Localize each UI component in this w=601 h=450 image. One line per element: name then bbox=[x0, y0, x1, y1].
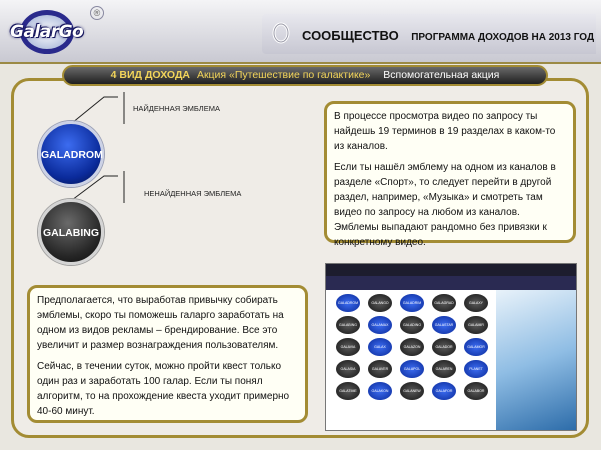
title-main: СООБЩЕСТВО bbox=[302, 28, 399, 43]
thumbnail-emblem-coin: GALAVIA bbox=[336, 338, 360, 356]
thumbnail-top-bar bbox=[326, 264, 576, 276]
logo-text: GalarGo bbox=[10, 22, 84, 42]
thumbnail-emblem-coin: GALASTAR bbox=[432, 316, 456, 334]
thumbnail-emblem-coin: GALAMIR bbox=[464, 316, 488, 334]
thumbnail-emblem-coin: GALAPOL bbox=[400, 360, 424, 378]
thumbnail-video-panel bbox=[496, 290, 577, 431]
thumbnail-emblem-coin: GALADRIM bbox=[400, 294, 424, 312]
site-screenshot-thumbnail bbox=[325, 263, 577, 431]
thumbnail-emblem-coin: GALANEW bbox=[400, 382, 424, 400]
thumbnail-emblem-coin: GALAKON bbox=[368, 382, 392, 400]
instructions-paragraph-1: В процессе просмотра видео по запросу ты найдешь 19 терминов в 19 разделах в каком-то из каналов. bbox=[334, 111, 556, 152]
thumbnail-emblem-coin: GALAMOR bbox=[464, 338, 488, 356]
thumbnail-emblem-coin: GALAMAX bbox=[368, 316, 392, 334]
thumbnail-emblem-coin: GALADINO bbox=[400, 316, 424, 334]
found-emblem-icon bbox=[38, 121, 104, 187]
thumbnail-emblem-coin: PLANET bbox=[464, 360, 488, 378]
registered-mark-icon: ® bbox=[90, 6, 104, 20]
thumbnail-emblem-coin: GALAREN bbox=[432, 360, 456, 378]
thumbnail-emblem-grid bbox=[330, 294, 495, 400]
thumbnail-emblem-coin: GALADROM bbox=[336, 294, 360, 312]
info-paragraph-2: Сейчас, в течении суток, можно пройти квест только один раз и заработать 100 галар. Если ты понял алгоритм, то на прохождение квеста уходит примерно 40-60 минут. bbox=[37, 361, 290, 417]
thumbnail-emblem-coin: GALAXY bbox=[464, 294, 488, 312]
thumbnail-emblem-coin: GALAGRAD bbox=[432, 294, 456, 312]
thumbnail-emblem-coin: GALAFOR bbox=[432, 382, 456, 400]
title-sub: ПРОГРАММА ДОХОДОВ НА 2013 ГОД bbox=[411, 32, 595, 43]
thumbnail-emblem-coin: GALASIA bbox=[336, 360, 360, 378]
thumbnail-emblem-coin: GALANGO bbox=[368, 294, 392, 312]
thumbnail-emblem-coin: GALABING bbox=[336, 316, 360, 334]
thumbnail-emblem-coin: GALAX bbox=[368, 338, 392, 356]
found-emblem-caption: НАЙДЕННАЯ ЭМБЛЕМА bbox=[133, 104, 220, 113]
notfound-emblem-name: GALABING bbox=[43, 227, 99, 239]
info-paragraph-1: Предполагается, что выработав привычку собирать эмблемы, скоро ты поможешь галарго заработать на одном из видов рекламы – брендирование. Все это увеличит и размер вознаграждения пользователям. bbox=[37, 295, 284, 351]
thumbnail-emblem-coin: GALAVER bbox=[368, 360, 392, 378]
thumbnail-emblem-coin: GALAZON bbox=[400, 338, 424, 356]
info-box bbox=[27, 285, 308, 423]
thumbnail-emblem-coin: GALATIME bbox=[336, 382, 360, 400]
notfound-emblem-icon bbox=[38, 199, 104, 265]
thumbnail-nav-bar bbox=[326, 276, 576, 290]
found-emblem-name: GALADROM bbox=[41, 149, 103, 161]
notfound-emblem-caption: НЕНАЙДЕННАЯ ЭМБЛЕМА bbox=[144, 189, 242, 198]
instructions-paragraph-2: Если ты нашёл эмблему на одном из каналов в разделе «Спорт», то следует перейти в другой раздел, например, «Музыка» и смотреть там видео по запросу на любом из каналов. Эмблемы выпадают рандомно без привязки к конкретному видео. bbox=[334, 162, 556, 248]
thumbnail-emblem-grid-area bbox=[330, 294, 495, 429]
ribbon-campaign-name: Акция «Путешествие по галактике» bbox=[196, 69, 371, 81]
ribbon-income-type: 4 ВИД ДОХОДА bbox=[110, 69, 191, 81]
thumbnail-emblem-coin: GALADOR bbox=[432, 338, 456, 356]
ribbon-campaign-kind: Вспомогательная акция bbox=[383, 69, 500, 81]
instructions-box bbox=[324, 101, 576, 248]
thumbnail-emblem-coin: GALABOR bbox=[464, 382, 488, 400]
